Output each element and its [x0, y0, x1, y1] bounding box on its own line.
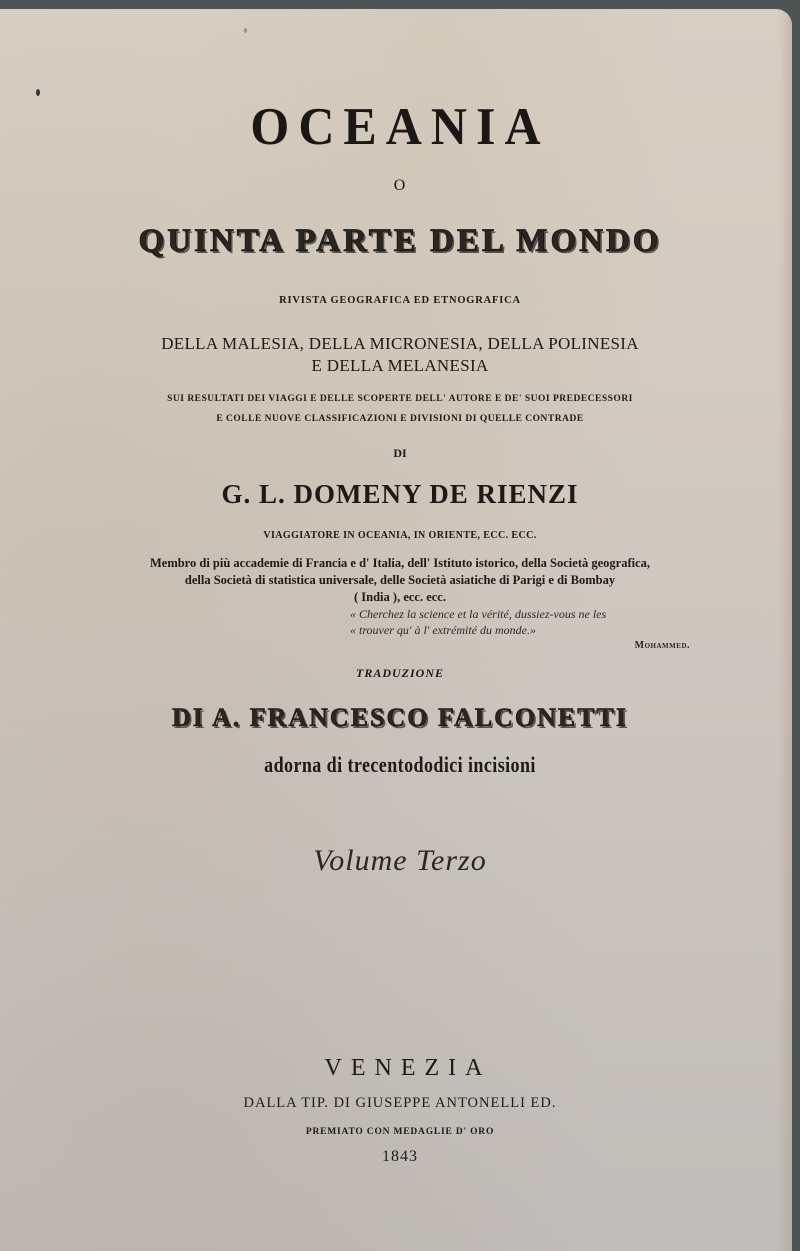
epigraph-line: « trouver qu' à l' extrémité du monde.» [350, 623, 536, 637]
title-conjunction: O [393, 177, 407, 194]
author-name: G. L. DOMENY DE RIENZI [221, 479, 579, 509]
author-membership-line: Membro di più accademie di Francia e d' Italia, dell' Istituto istorico, della Società geografica, [149, 556, 651, 570]
author-membership-line: ( India ), ecc. ecc. [354, 590, 446, 604]
illustrations-note: adorna di trecentododici incisioni [264, 752, 536, 777]
volume-label: Volume Terzo [313, 844, 487, 877]
basis-line-1: SUI RESULTATI DEI VIAGGI E DELLE SCOPERTE DELL' AUTORE E DE' SUOI PREDECESSORI [167, 394, 633, 404]
regions-line-1: DELLA MALESIA, DELLA MICRONESIA, DELLA POLINESIA [161, 334, 639, 353]
by-label: DI [393, 446, 407, 460]
epigraph [350, 606, 750, 654]
title-page [0, 9, 792, 1251]
epigraph-line: « Cherchez la science et la vérité, dussiez-vous ne les [350, 607, 607, 621]
book-title: OCEANIA [250, 96, 550, 156]
translator-name: DI A. FRANCESCO FALCONETTI [171, 703, 628, 732]
translation-label: TRADUZIONE [355, 666, 444, 680]
imprint-year: 1843 [382, 1148, 418, 1165]
paper-speck [244, 28, 247, 33]
author-membership-line: della Società di statistica universale, delle Società asiatiche di Parigi e di Bombay [184, 573, 616, 587]
imprint-printer: DALLA TIP. DI GIUSEPPE ANTONELLI ED. [243, 1095, 557, 1111]
regions-line-2: E DELLA MELANESIA [311, 356, 489, 375]
book-subtitle: QUINTA PARTE DEL MONDO [138, 223, 662, 259]
book-description: RIVISTA GEOGRAFICA ED ETNOGRAFICA [279, 295, 521, 306]
imprint-city: VENEZIA [324, 1055, 492, 1081]
imprint-award: PREMIATO CON MEDAGLIE D' ORO [305, 1127, 495, 1137]
basis-line-2: E COLLE NUOVE CLASSIFICAZIONI E DIVISIONI DI QUELLE CONTRADE [216, 414, 584, 424]
author-role: VIAGGIATORE IN OCEANIA, IN ORIENTE, ECC. ECC. [263, 530, 537, 541]
epigraph-attribution: Mohammed. [634, 640, 690, 651]
